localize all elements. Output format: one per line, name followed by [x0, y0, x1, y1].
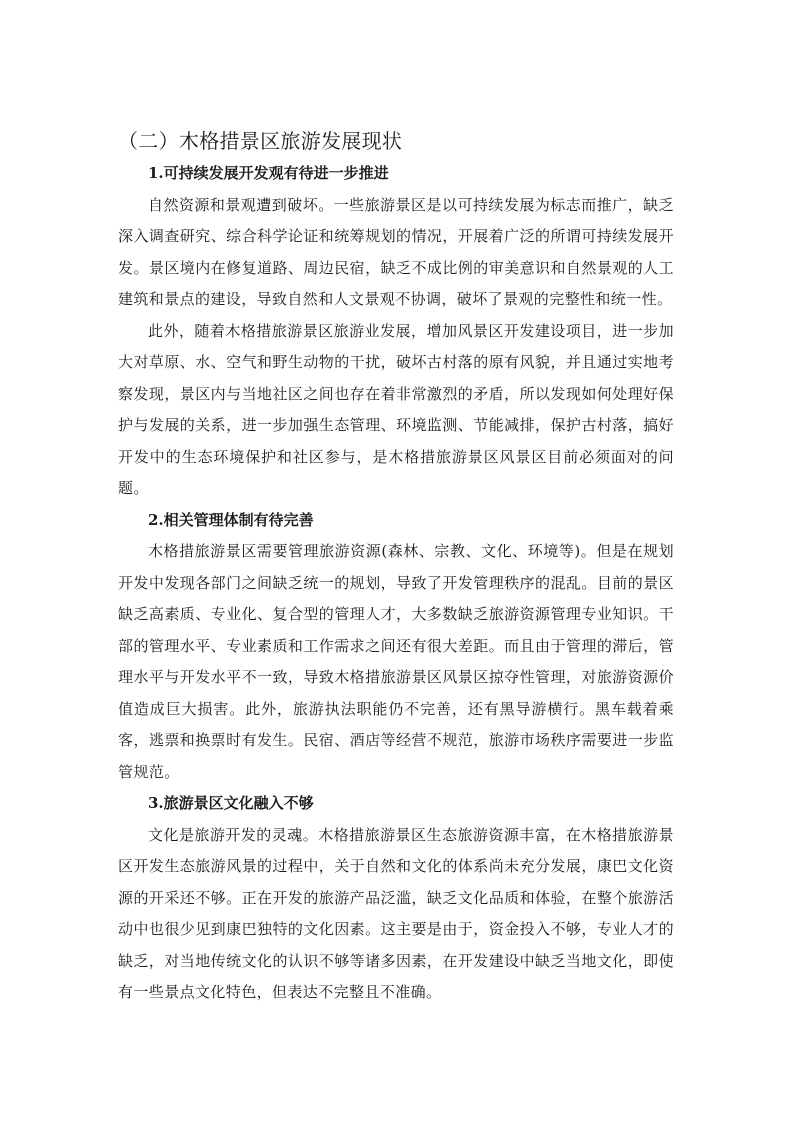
paragraph: 此外，随着木格措旅游景区旅游业发展，增加风景区开发建设项目，进一步加大对草原、水、空气和野生动物的干扰，破坏古村落的原有风貌，并且通过实地考察发现，景区内与当地社区之间也存在着非常激烈的矛盾，所以发现如何处理好保护与发展的关系，进一步加强生态管理、环境监测、节能减排，保护古村落，搞好开发中的生态环境保护和社区参与，是木格措旅游景区风景区目前必须面对的问题。 [118, 321, 674, 497]
subsection-heading: 3.旅游景区文化融入不够 [148, 794, 314, 812]
paragraph: 木格措旅游景区需要管理旅游资源(森林、宗教、文化、环境等)。但是在规划开发中发现各部门之间缺乏统一的规划，导致了开发管理秩序的混乱。目前的景区缺乏高素质、专业化、复合型的管理人才，大多数缺乏旅游资源管理专业知识。干部的管理水平、专业素质和工作需求之间还有很大差距。而且由于管理的滞后，管理水平与开发水平不一致，导致木格措旅游景区风景区掠夺性管理，对旅游资源价值造成巨大损害。此外，旅游执法职能仍不完善，还有黑导游横行。黑车载着乘客，逃票和换票时有发生。民宿、酒店等经营不规范，旅游市场秩序需要进一步监管规范。 [118, 542, 674, 781]
document-page [118, 126, 674, 1009]
subsection-heading: 1.可持续发展开发观有待进一步推进 [148, 164, 389, 182]
paragraph: 自然资源和景观遭到破坏。一些旅游景区是以可持续发展为标志而推广，缺乏深入调查研究、综合科学论证和统筹规划的情况，开展着广泛的所谓可持续发展开发。景区境内在修复道路、周边民宿，缺乏不成比例的审美意识和自然景观的人工建筑和景点的建设，导致自然和人文景观不协调，破坏了景观的完整性和统一性。 [118, 195, 674, 308]
subsection-sustainable-development [118, 158, 674, 505]
paragraph: 文化是旅游开发的灵魂。木格措旅游景区生态旅游资源丰富，在木格措旅游景区开发生态旅游风景的过程中，关于自然和文化的体系尚未充分发展，康巴文化资源的开采还不够。正在开发的旅游产品泛滥，缺乏文化品质和体验，在整个旅游活动中也很少见到康巴独特的文化因素。这主要是由于，资金投入不够，专业人才的缺乏，对当地传统文化的认识不够等诸多因素，在开发建设中缺乏当地文化，即使有一些景点文化特色，但表达不完整且不准确。 [118, 825, 674, 1001]
subsection-cultural-integration [118, 788, 674, 1009]
section-title: （二）木格措景区旅游发展现状 [118, 129, 403, 153]
subsection-heading: 2.相关管理体制有待完善 [148, 510, 314, 529]
subsection-management-system [118, 505, 674, 789]
